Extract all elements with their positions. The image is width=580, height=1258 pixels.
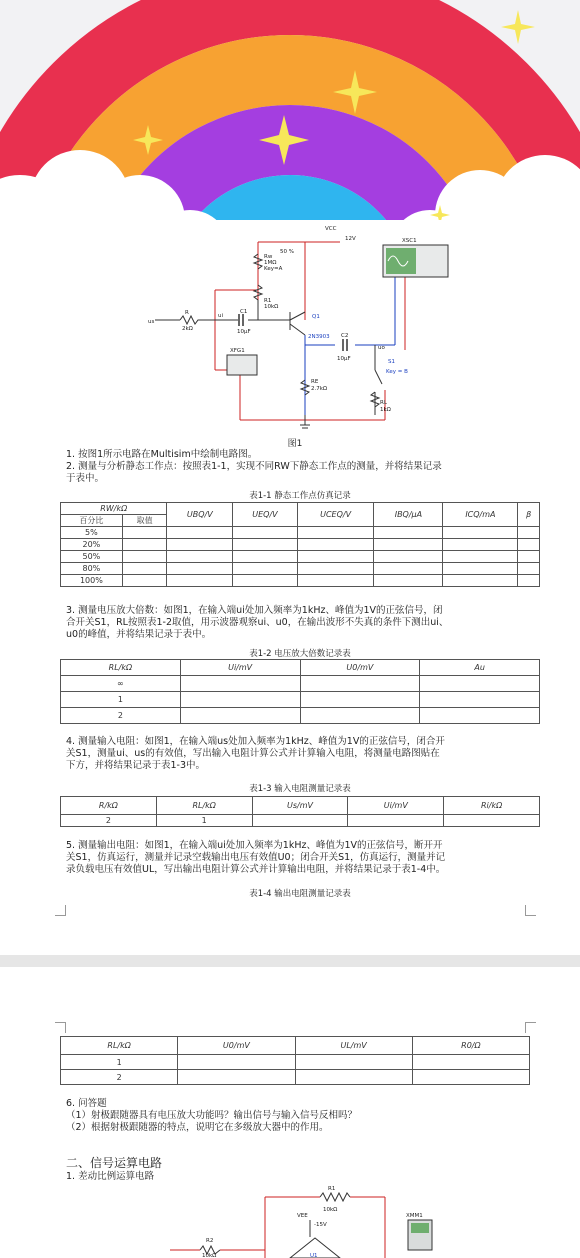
r1-name: R1 (264, 298, 272, 304)
row-label: 2 (61, 1070, 178, 1085)
uo-label: uo (378, 345, 385, 351)
paragraph-4 (66, 736, 536, 772)
cell-r: 2 (61, 815, 157, 827)
table-row (61, 1055, 530, 1070)
row-label: 100% (61, 575, 123, 587)
circuit-figure-2 (170, 1182, 440, 1258)
row-label: 2 (61, 708, 181, 724)
header-r: R/kΩ (61, 797, 157, 815)
row-label: 1 (61, 1055, 178, 1070)
questions-block (66, 1098, 536, 1134)
pot-name: Rw (264, 254, 273, 260)
header-icq: ICQ/mA (443, 503, 518, 527)
re-value: 2.7kΩ (311, 386, 328, 392)
header-rl: RL/kΩ (61, 660, 181, 676)
step-1-text: 1. 按图1所示电路在Multisim中绘制电路图。 (66, 449, 258, 460)
step-2-text-line-1: 2. 测量与分析静态工作点：按照表1-1，实现不同RW下静态工作点的测量，并将结果记录 (66, 461, 442, 472)
header-ueq: UEQ/V (233, 503, 298, 527)
c2-value: 10µF (337, 356, 351, 362)
table-row (61, 708, 540, 724)
table-1-3-caption: 表1-3 输入电阻测量记录表 (249, 784, 351, 794)
page-break (0, 955, 580, 967)
table-1-2-caption: 表1-2 电压放大倍数记录表 (249, 649, 351, 659)
header-rl: RL/kΩ (61, 1037, 178, 1055)
q1-name: Q1 (312, 314, 320, 320)
page-corner-mark (525, 905, 536, 916)
function-generator-label: XFG1 (230, 348, 245, 354)
output-resistance-table (60, 1036, 530, 1085)
section-2-subheading: 1. 差动比例运算电路 (66, 1171, 155, 1182)
table-1-4-caption: 表1-4 输出电阻测量记录表 (249, 889, 351, 899)
q1-model: 2N3903 (308, 334, 330, 340)
header-beta: β (518, 503, 540, 527)
table-row (61, 539, 540, 551)
table-row (61, 563, 540, 575)
step-5-text-line-1: 5. 测量输出电阻：如图1，在输入端ui处加入频率为1kHz、峰值为1V的正弦信号，断开开 (66, 840, 443, 851)
c1-value: 10µF (237, 329, 251, 335)
header-ubq: UBQ/V (167, 503, 233, 527)
r-name: R (185, 310, 189, 316)
step-5-text-line-3: 录负载电压有效值UL，写出输出电阻计算公式并计算输出电阻，并将结果记录于表1-4中。 (66, 864, 446, 875)
step-4-text-line-3: 下方，并将结果记录于表1-3中。 (66, 760, 206, 771)
s1-key: Key = B (386, 369, 408, 375)
table-row (61, 1070, 530, 1085)
pot-key: Key=A (264, 266, 283, 272)
row-label: 20% (61, 539, 123, 551)
input-resistance-table (60, 796, 540, 827)
header-uo: U0/mV (300, 660, 420, 676)
table-row (61, 692, 540, 708)
table-row (61, 527, 540, 539)
oscilloscope-label: XSC1 (402, 238, 417, 244)
rw-header: RW/kΩ (61, 503, 167, 515)
question-1: （1）射极跟随器具有电压放大功能吗？输出信号与输入信号反相吗？ (66, 1110, 358, 1121)
re-name: RE (311, 379, 319, 385)
ui-label: ui (218, 313, 224, 319)
figure-1-caption: 图1 (287, 439, 303, 449)
multimeter-label: XMM1 (406, 1213, 423, 1219)
step-3-text-line-2: 合开关S1，RL按照表1-2取值，用示波器观察ui、u0，在输出波形不失真的条件下测出ui、 (66, 617, 449, 628)
step-4-text-line-2: 关S1，测量ui、us的有效值，写出输入电阻计算公式并计算输入电阻，将测量电路图贴在 (66, 748, 440, 759)
r-value: 2kΩ (182, 326, 193, 332)
c1-name: C1 (240, 309, 248, 315)
step-2-text-line-2: 于表中。 (66, 473, 105, 484)
r1-value: 10kΩ (264, 304, 279, 310)
step-3-text-line-3: u0的峰值，并将结果记录于表中。 (66, 629, 212, 640)
header-us: Us/mV (252, 797, 348, 815)
circuit-figure-1 (140, 220, 460, 435)
step-4-text-line-1: 4. 测量输入电阻：如图1，在输入端us处加入频率为1kHz、峰值为1V的正弦信号，闭合开 (66, 736, 445, 747)
vee-value: -15V (314, 1222, 327, 1228)
paragraph-1 (66, 449, 536, 485)
questions-title: 6. 问答题 (66, 1098, 107, 1109)
pot-percent: 50 % (280, 249, 294, 255)
header-uceq: UCEQ/V (297, 503, 374, 527)
row-label: 80% (61, 563, 123, 575)
page-corner-mark (55, 1022, 66, 1033)
table-row (61, 575, 540, 587)
header-ro: R0/Ω (412, 1037, 529, 1055)
section-2-heading: 二、信号运算电路 (66, 1156, 163, 1170)
question-2: （2）根据射极跟随器的特点，说明它在多级放大器中的作用。 (66, 1122, 329, 1133)
header-ui: Ui/mV (348, 797, 444, 815)
header-ul: UL/mV (295, 1037, 412, 1055)
cell-rl: 1 (156, 815, 252, 827)
header-uo: U0/mV (178, 1037, 295, 1055)
header-ri: Ri/kΩ (444, 797, 540, 815)
row-label: ∞ (61, 676, 181, 692)
header-rl: RL/kΩ (156, 797, 252, 815)
c2-name: C2 (341, 333, 349, 339)
static-point-table (60, 502, 540, 587)
header-ui: Ui/mV (180, 660, 300, 676)
rl-name: RL (380, 400, 387, 406)
r2-value: 10kΩ (202, 1253, 217, 1258)
table-row (61, 676, 540, 692)
r1-value: 10kΩ (323, 1207, 338, 1213)
table-1-1-caption: 表1-1 静态工作点仿真记录 (249, 491, 351, 501)
pot-value: 1MΩ (264, 260, 277, 266)
s1-name: S1 (388, 359, 395, 365)
step-3-text-line-1: 3. 测量电压放大倍数：如图1，在输入端ui处加入频率为1kHz、峰值为1V的正弦信号，闭 (66, 605, 443, 616)
gain-table (60, 659, 540, 724)
vee-label: VEE (297, 1213, 308, 1219)
header-value: 取值 (122, 515, 167, 527)
page-corner-mark (55, 905, 66, 916)
header-percent: 百分比 (61, 515, 123, 527)
r1-name: R1 (328, 1186, 336, 1192)
header-ibq: IBQ/µA (374, 503, 443, 527)
paragraph-5 (66, 840, 536, 876)
vcc-value: 12V (345, 236, 356, 242)
step-5-text-line-2: 关S1，仿真运行，测量并记录空载输出电压有效值U0；闭合开关S1，仿真运行，测量并记 (66, 852, 446, 863)
page-corner-mark (525, 1022, 536, 1033)
r2-name: R2 (206, 1238, 214, 1244)
row-label: 5% (61, 527, 123, 539)
row-label: 1 (61, 692, 181, 708)
table-row (61, 551, 540, 563)
rl-value: 1kΩ (380, 407, 391, 413)
us-label: us (148, 319, 155, 325)
header-au: Au (420, 660, 540, 676)
paragraph-3 (66, 605, 536, 641)
row-label: 50% (61, 551, 123, 563)
vcc-label: VCC (325, 226, 337, 232)
u1-label: U1 (310, 1253, 318, 1258)
table-row (61, 815, 540, 827)
